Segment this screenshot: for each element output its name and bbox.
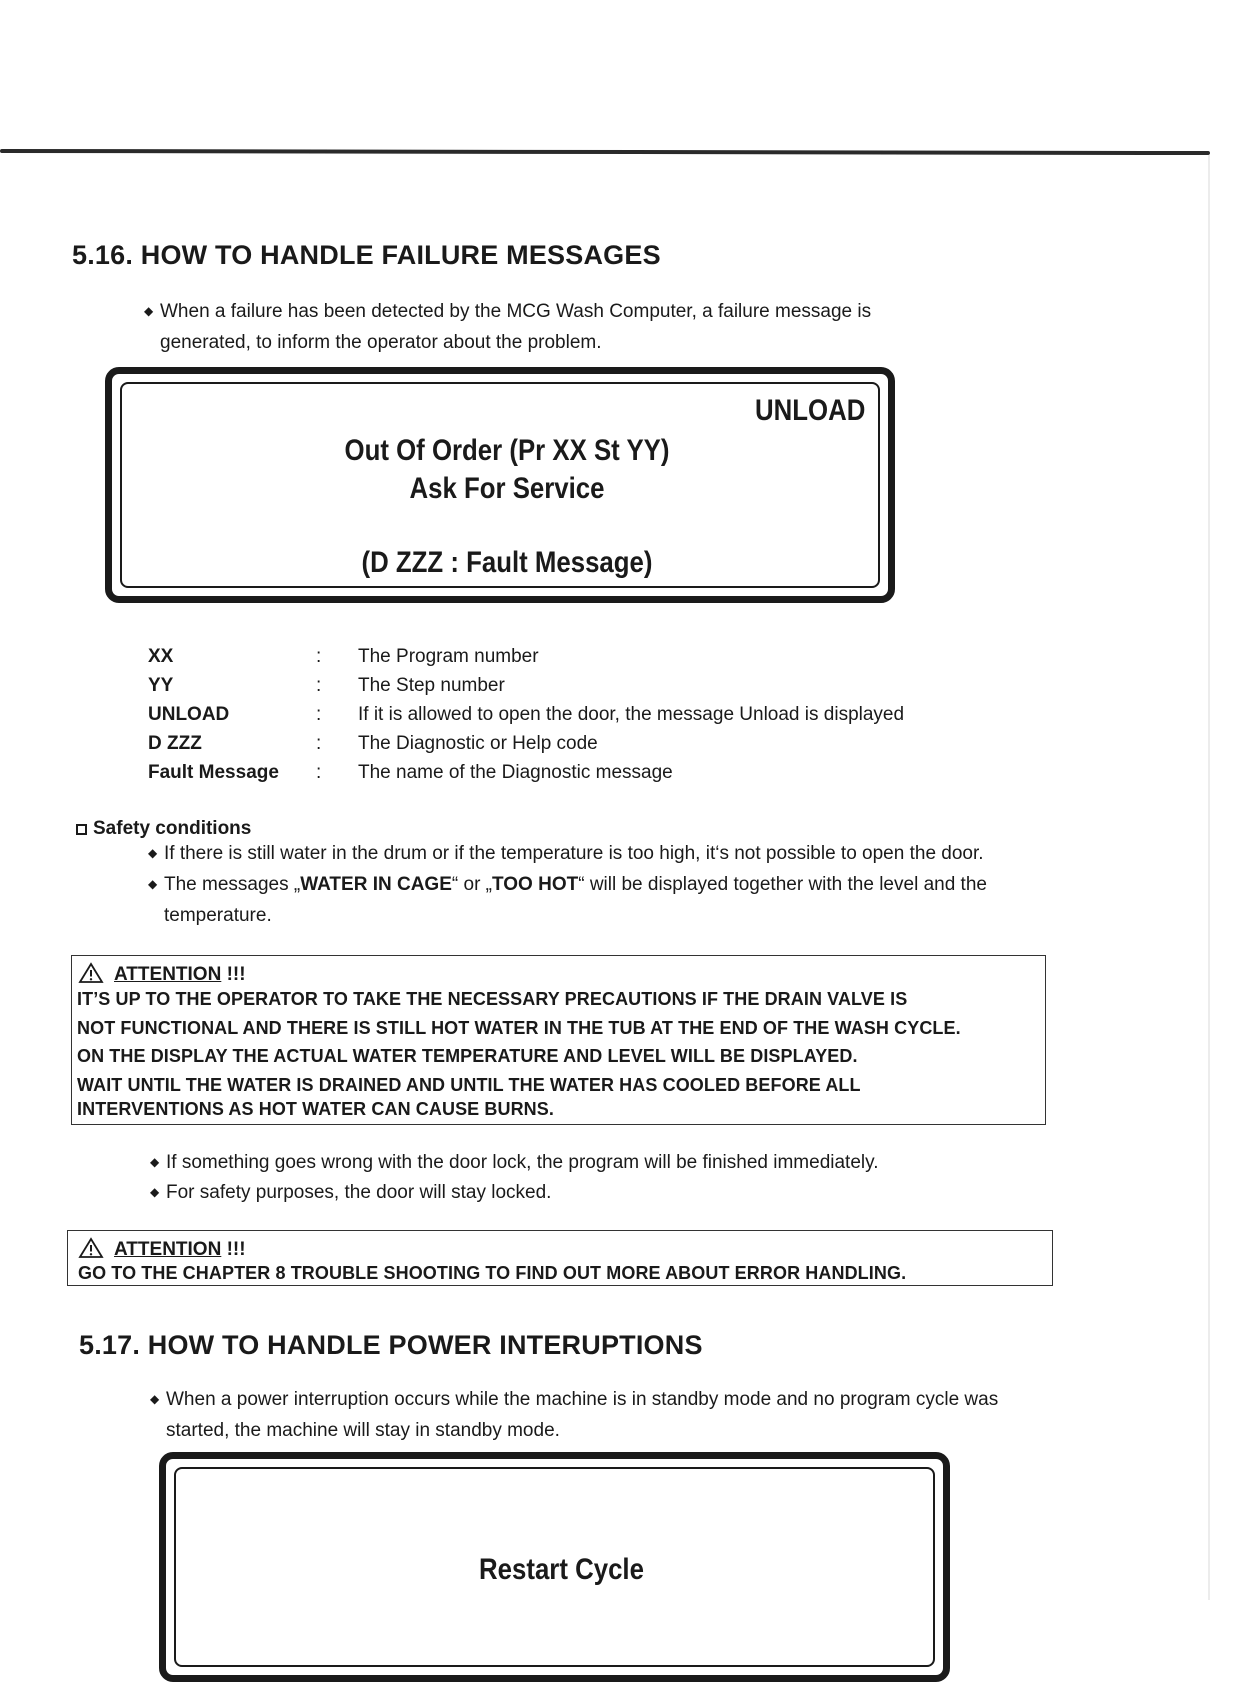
attention-1-line: ON THE DISPLAY THE ACTUAL WATER TEMPERATURE AND LEVEL WILL BE DISPLAYED.	[77, 1046, 858, 1066]
attention-1-line: WAIT UNTIL THE WATER IS DRAINED AND UNTIL THE WATER HAS COOLED BEFORE ALL	[77, 1075, 861, 1095]
attention-1-line: NOT FUNCTIONAL AND THERE IS STILL HOT WATER IN THE TUB AT THE END OF THE WASH CYCLE.	[77, 1018, 961, 1038]
safety-bullet-2-pre: The messages „	[164, 874, 301, 895]
page-edge-shadow	[1208, 155, 1210, 1600]
safety-conditions-heading	[76, 818, 251, 840]
diamond-bullet-icon: ◆	[150, 1185, 160, 1199]
intro-line-1: When a failure has been detected by the MCG Wash Computer, a failure message is	[160, 301, 872, 322]
definition-colon: :	[316, 646, 322, 667]
safety-bullet-2-line-2: temperature.	[164, 905, 272, 926]
definition-colon: :	[316, 762, 322, 783]
section-5-16-title: 5.16. HOW TO HANDLE FAILURE MESSAGES	[72, 240, 661, 270]
definition-term: Fault Message	[148, 762, 279, 783]
attention-1-exclaim: !!!	[221, 964, 246, 985]
power-intro-line-1: When a power interruption occurs while the machine is in standby mode and no program cycle was	[166, 1389, 999, 1410]
definition-colon: :	[316, 704, 322, 725]
safety-bullet-2-mid: “ or „	[451, 874, 492, 895]
definition-desc: The name of the Diagnostic message	[358, 762, 673, 783]
definition-term: XX	[148, 646, 174, 667]
definition-term: D ZZZ	[148, 733, 202, 754]
diamond-bullet-icon: ◆	[150, 1392, 160, 1406]
door-bullet-2	[150, 1177, 552, 1208]
attention-1-line: IT’S UP TO THE OPERATOR TO TAKE THE NECESSARY PRECAUTIONS IF THE DRAIN VALVE IS	[77, 989, 908, 1009]
definition-desc: The Step number	[358, 675, 505, 696]
power-intro-bullet	[150, 1384, 999, 1446]
attention-1-heading	[78, 962, 246, 986]
section-5-17-title: 5.17. HOW TO HANDLE POWER INTERUPTIONS	[79, 1330, 703, 1360]
display-line-3: (D ZZZ : Fault Message)	[361, 546, 653, 579]
restart-display-panel	[159, 1452, 950, 1682]
definition-term: YY	[148, 675, 174, 696]
page-top-rule	[0, 149, 1210, 155]
too-hot-message: TOO HOT	[492, 874, 579, 895]
door-bullet-1	[150, 1147, 879, 1178]
power-intro-line-2: started, the machine will stay in standby mode.	[166, 1420, 560, 1441]
diamond-bullet-icon: ◆	[148, 846, 158, 860]
safety-bullet-2	[148, 869, 987, 931]
definition-desc: If it is allowed to open the door, the message Unload is displayed	[358, 704, 905, 725]
attention-1-line: INTERVENTIONS AS HOT WATER CAN CAUSE BURNS.	[77, 1099, 554, 1119]
checkbox-icon	[76, 824, 87, 835]
definition-colon: :	[316, 733, 322, 754]
attention-2-line: GO TO THE CHAPTER 8 TROUBLE SHOOTING TO FIND OUT MORE ABOUT ERROR HANDLING.	[78, 1263, 907, 1283]
definition-desc: The Diagnostic or Help code	[358, 733, 598, 754]
attention-box-1	[71, 955, 1046, 1125]
attention-2-label: ATTENTION	[114, 1239, 222, 1260]
diamond-bullet-icon: ◆	[150, 1155, 160, 1169]
failure-display-panel	[105, 367, 895, 603]
intro-bullet	[144, 296, 872, 358]
intro-line-2: generated, to inform the operator about the problem.	[160, 332, 602, 353]
attention-2-exclaim: !!!	[221, 1239, 246, 1260]
attention-1-label: ATTENTION	[114, 964, 222, 985]
display-line-1: Out Of Order (Pr XX St YY)	[344, 434, 670, 467]
definition-colon: :	[316, 675, 322, 696]
safety-bullet-1	[148, 838, 984, 869]
safety-heading-text: Safety conditions	[93, 818, 252, 839]
attention-box-2	[67, 1230, 1053, 1286]
diamond-bullet-icon: ◆	[148, 877, 158, 891]
safety-bullet-2-post: “ will be displayed together with the level and the	[578, 874, 987, 895]
diamond-bullet-icon: ◆	[144, 304, 154, 318]
display-unload-label: UNLOAD	[754, 394, 866, 427]
display-line-2: Ask For Service	[409, 472, 605, 505]
safety-bullet-1-text: If there is still water in the drum or if the temperature is too high, it‘s not possible to open the door.	[164, 843, 984, 864]
water-in-cage-message: WATER IN CAGE	[300, 874, 452, 895]
warning-triangle-icon	[78, 1237, 104, 1259]
definition-term: UNLOAD	[148, 704, 230, 725]
attention-2-heading	[78, 1237, 246, 1261]
restart-display-line-1: Restart Cycle	[479, 1553, 644, 1586]
door-bullet-1-text: If something goes wrong with the door lock, the program will be finished immediately.	[166, 1152, 879, 1173]
warning-triangle-icon	[78, 962, 104, 984]
definition-desc: The Program number	[358, 646, 539, 667]
door-bullet-2-text: For safety purposes, the door will stay locked.	[166, 1182, 552, 1203]
